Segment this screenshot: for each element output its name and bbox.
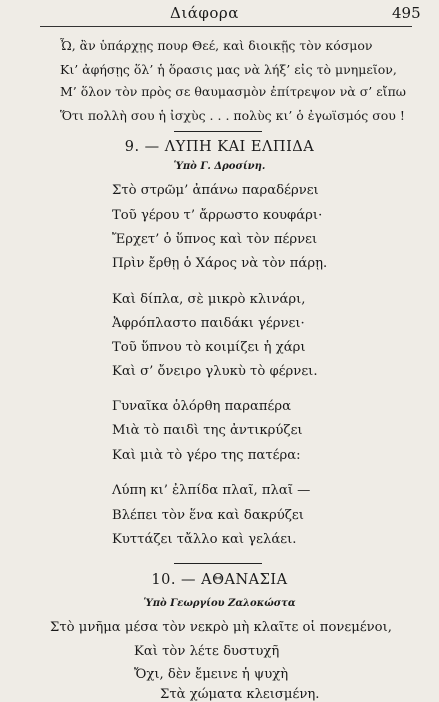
verse-line: Καὶ σ’ ὄνειρο γλυκὺ τὸ φέρνει.: [112, 364, 318, 379]
verse-line: Ἔρχετ’ ὁ ὕπνος καὶ τὸν πέρνει: [112, 232, 318, 247]
verse-line: Βλέπει τὸν ἕνα καὶ δακρύζει: [112, 508, 304, 523]
verse-line: Στὸ στρῶμ’ ἀπάνω παραδέρνει: [112, 183, 319, 198]
verse-line: Καὶ δίπλα, σὲ μικρὸ κλινάρι,: [112, 292, 306, 307]
running-title: Διάφορα: [170, 4, 239, 22]
verse-line: Κυττάζει τἄλλο καὶ γελάει.: [112, 532, 297, 547]
verse-line: Πρὶν ἔρθῃ ὁ Χάρος νὰ τὸν πάρῃ.: [112, 256, 328, 271]
verse-line: Ἀφρόπλαστο παιδάκι γέρνει·: [112, 316, 305, 331]
page-number: 495: [392, 4, 421, 22]
verse-line: Στὸ μνῆμα μέσα τὸν νεκρὸ μὴ κλαῖτε οἱ πονεμένοι,: [50, 620, 392, 635]
section-author: Ὑπὸ Γ. Δροσίνη.: [173, 161, 266, 172]
verse-line: Γυναῖκα ὁλόρθη παραπέρα: [112, 399, 292, 414]
page-header: [0, 4, 439, 26]
verse-line: Λύπη κι’ ἐλπίδα πλαῖ, πλαῖ —: [112, 483, 311, 498]
verse-line: Ὅτι πολλὴ σου ἡ ἰσχὺς . . . πολὺς κι’ ὁ ἐγωϊσμός σου !: [60, 108, 405, 123]
verse-line: Ὦ, ἂν ὑπάρχῃς πουρ Θεέ, καὶ διοικῇς τὸν κόσμον: [60, 38, 373, 53]
section-divider: [174, 563, 262, 564]
section-divider: [174, 131, 262, 132]
verse-line: Τοῦ ὕπνου τὸ κοιμίζει ἡ χάρι: [112, 340, 306, 355]
verse-line: Ὄχι, δὲν ἔμεινε ἡ ψυχὴ: [134, 667, 289, 682]
section-title: 9. — ΛΥΠΗ ΚΑΙ ΕΛΠΙΔΑ: [124, 139, 315, 155]
verse-line: Καὶ τὸν λέτε δυστυχῆ: [134, 644, 280, 659]
verse-line: Μιὰ τὸ παιδὶ της ἀντικρύζει: [112, 423, 303, 438]
section-title: 10. — ΑΘΑΝΑΣΙΑ: [151, 572, 288, 588]
verse-line: Μ’ ὅλον τὸν πρὸς σε θαυμασμὸν ἐπίτρεψον νὰ σ’ εἴπω: [60, 84, 406, 99]
verse-line: Καὶ μιὰ τὸ γέρο της πατέρα:: [112, 448, 301, 463]
verse-line: Κι’ ἀφήσῃς ὅλ’ ἡ ὅρασις μας νὰ λήξ’ εἰς τὸ μνημεῖον,: [60, 62, 397, 77]
header-rule: [40, 26, 412, 27]
verse-line: Τοῦ γέρου τ’ ἄρρωστο κουφάρι·: [112, 208, 323, 223]
section-author: Ὑπὸ Γεωργίου Ζαλοκώστα: [143, 598, 296, 609]
verse-line: Στὰ χώματα κλεισμένη.: [160, 687, 320, 702]
